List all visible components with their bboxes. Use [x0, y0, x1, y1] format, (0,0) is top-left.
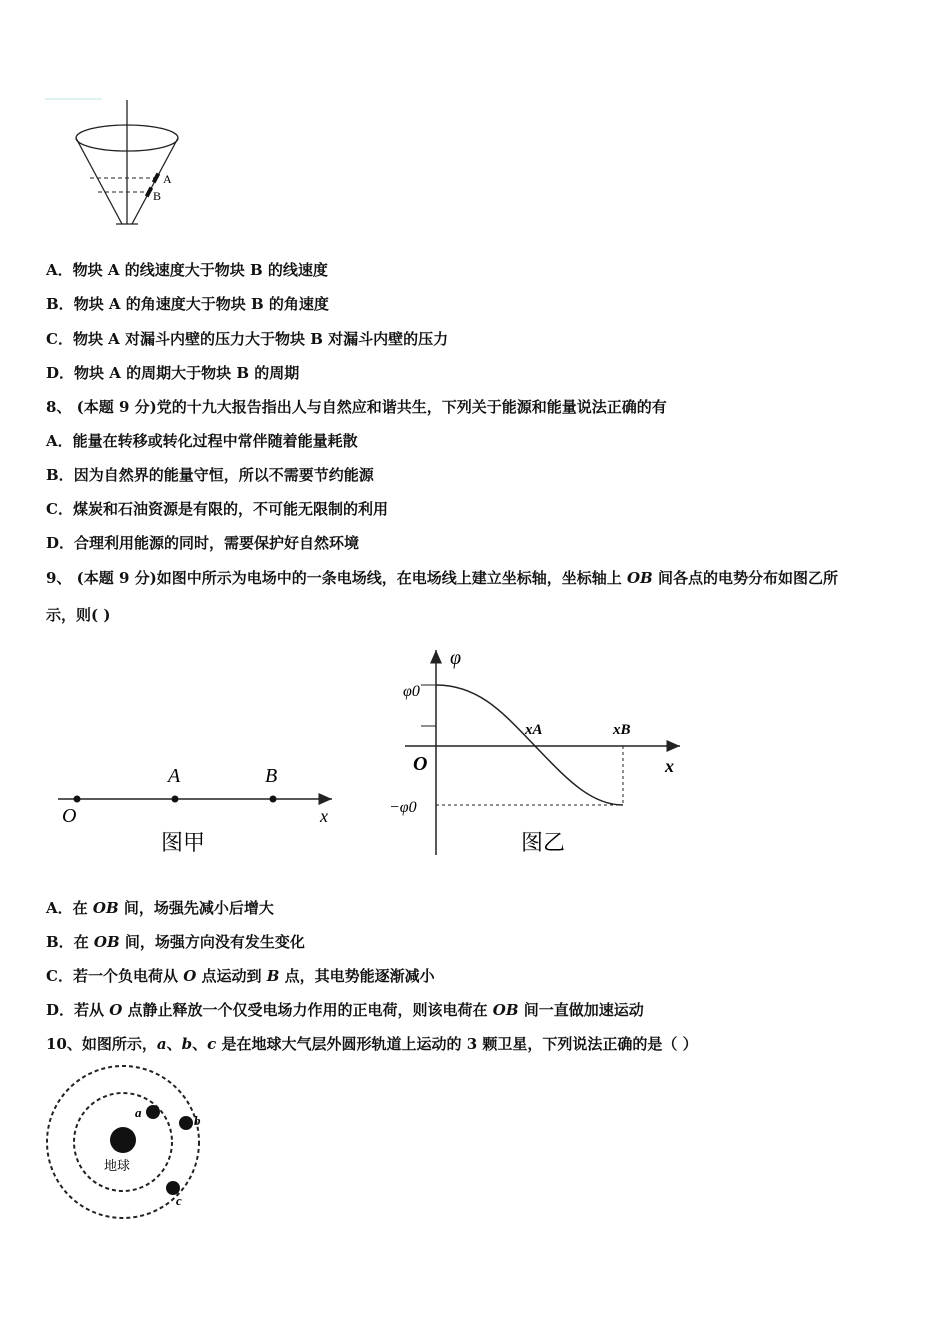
q9-stem: 9、 (本题 9 分)如图中所示为电场中的一条电场线，在电场线上建立坐标轴，坐标轴上 OB 间各点的电势分布如图乙所: [46, 569, 838, 587]
funnel-figure: [40, 92, 190, 232]
q9-option-a: A．在 OB 间，场强先减小后增大: [46, 899, 274, 917]
q8-option-c: C．煤炭和石油资源是有限的，不可能无限制的利用: [46, 500, 388, 518]
q7-option-d: D．物块 A 的周期大于物块 B 的周期: [46, 364, 300, 382]
earth: [110, 1127, 136, 1153]
q9-option-d: D．若从 O 点静止释放一个仅受电场力作用的正电荷，则该电荷在 OB 间一直做加速运动: [46, 1001, 644, 1019]
label-phi0: φ0: [403, 683, 420, 700]
point-o: [74, 796, 81, 803]
label-neg-phi0: −φ0: [389, 799, 417, 816]
q8-option-d: D．合理利用能源的同时，需要保护好自然环境: [46, 534, 360, 552]
q7-option-a: A．物块 A 的线速度大于物块 B 的线速度: [46, 261, 328, 279]
label-a: A: [163, 172, 172, 186]
figure-yi: [385, 640, 695, 865]
label-xa: xA: [525, 722, 543, 738]
q8-stem: 8、 (本题 9 分)党的十九大报告指出人与自然应和谐共生，下列关于能源和能量说法正确的有: [46, 398, 667, 416]
q10-stem: 10、如图所示，a、b、c 是在地球大气层外圆形轨道上运动的 3 颗卫星，下列说法正确的是（ ）: [46, 1035, 698, 1053]
label-b: B: [265, 765, 278, 787]
label-a: a: [135, 1105, 142, 1120]
label-c: c: [176, 1193, 182, 1208]
potential-curve: [436, 685, 623, 805]
q9-option-b: B．在 OB 间，场强方向没有发生变化: [46, 933, 305, 951]
q9-option-c: C．若一个负电荷从 O 点运动到 B 点，其电势能逐渐减小: [46, 967, 435, 985]
earth-label: 地球: [104, 1159, 131, 1174]
label-a: A: [168, 765, 181, 787]
label-x: x: [320, 806, 328, 826]
label-o: O: [62, 805, 77, 827]
satellite-b: [179, 1116, 193, 1130]
q7-option-b: B．物块 A 的角速度大于物块 B 的角速度: [46, 295, 329, 313]
caption-jia: 图甲: [161, 831, 206, 856]
q7-option-c: C．物块 A 对漏斗内壁的压力大于物块 B 对漏斗内壁的压力: [46, 330, 449, 348]
satellite-figure: [40, 1062, 220, 1227]
q9-stem-line2: 示，则( ): [46, 606, 111, 624]
point-b: [270, 796, 277, 803]
label-b: b: [194, 1113, 201, 1128]
label-o: O: [413, 753, 428, 775]
satellite-a: [146, 1105, 160, 1119]
q8-option-a: A．能量在转移或转化过程中常伴随着能量耗散: [46, 432, 358, 450]
caption-yi: 图乙: [521, 831, 566, 856]
point-a: [172, 796, 179, 803]
label-xb: xB: [613, 722, 631, 738]
figure-jia: [50, 750, 350, 865]
label-x: x: [665, 756, 674, 776]
label-phi: φ: [450, 647, 462, 669]
q8-option-b: B．因为自然界的能量守恒，所以不需要节约能源: [46, 466, 374, 484]
label-b: B: [153, 189, 162, 203]
block-b: [145, 187, 153, 198]
